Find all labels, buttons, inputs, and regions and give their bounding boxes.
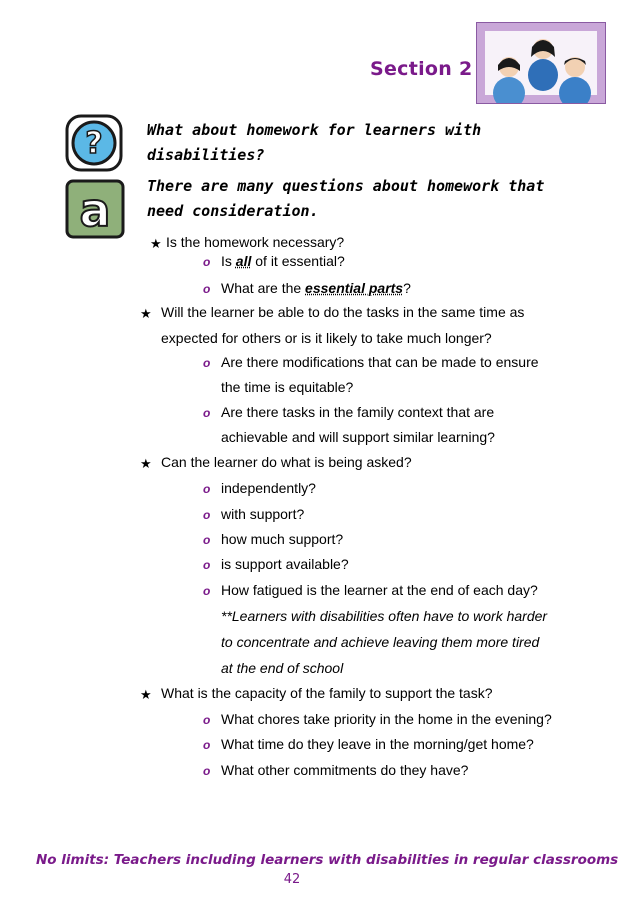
sub-list-item	[221, 251, 345, 271]
circle-bullet: o	[203, 764, 211, 778]
circle-bullet: o	[203, 508, 211, 522]
question-heading: What about homework for learners with disabilities?	[147, 121, 482, 164]
note-text: to concentrate and achieve leaving them more tired	[221, 634, 540, 650]
sub-list-item: is support available?	[221, 556, 349, 572]
circle-bullet: o	[203, 533, 211, 547]
emphasis-text: all	[235, 253, 252, 269]
sub-list-item: Are there tasks in the family context that are	[221, 404, 495, 420]
sub-list-text: What are the	[221, 280, 306, 296]
note-text: at the end of school	[221, 660, 344, 676]
star-bullet: ★	[140, 687, 152, 702]
note-text: **Learners with disabilities often have to work harder	[221, 608, 548, 624]
star-bullet: ★	[140, 306, 152, 321]
circle-bullet: o	[203, 738, 211, 752]
sub-list-item	[221, 278, 411, 298]
circle-bullet: o	[203, 356, 211, 370]
circle-bullet: o	[203, 282, 211, 296]
sub-list-text: Is	[221, 253, 236, 269]
letter-a-icon	[64, 178, 126, 240]
star-bullet: ★	[140, 456, 152, 471]
circle-bullet: o	[203, 482, 211, 496]
sub-list-item: How fatigued is the learner at the end of each day?	[221, 582, 538, 598]
svg-text:a: a	[79, 183, 111, 237]
circle-bullet: o	[203, 584, 211, 598]
list-item: Will the learner be able to do the tasks in the same time as	[161, 304, 525, 320]
sub-list-item: independently?	[221, 480, 316, 496]
circle-bullet: o	[203, 558, 211, 572]
sub-list-text: of it essential?	[251, 253, 345, 269]
svg-text:?: ?	[85, 126, 103, 161]
sub-list-text: ?	[403, 280, 411, 296]
sub-list-item: with support?	[221, 506, 305, 522]
sub-list-item: What other commitments do they have?	[221, 762, 469, 778]
circle-bullet: o	[203, 255, 211, 269]
sub-list-item: how much support?	[221, 531, 344, 547]
list-item: expected for others or is it likely to take much longer?	[161, 330, 492, 346]
sub-list-item: What time do they leave in the morning/get home?	[221, 736, 534, 752]
sub-list-item: What chores take priority in the home in the evening?	[221, 711, 552, 727]
emphasis-text: essential parts	[305, 280, 404, 296]
list-item: Is the homework necessary?	[166, 234, 345, 250]
question-mark-icon	[64, 113, 124, 173]
sub-list-item: Are there modifications that can be made to ensure	[221, 354, 539, 370]
circle-bullet: o	[203, 713, 211, 727]
answer-heading: There are many questions about homework that need consideration.	[147, 177, 545, 220]
section-title: Section 2	[370, 58, 473, 80]
list-item: Can the learner do what is being asked?	[161, 454, 412, 470]
people-meeting-icon	[476, 22, 606, 104]
star-bullet: ★	[150, 236, 162, 251]
circle-bullet: o	[203, 406, 211, 420]
footer-title: No limits: Teachers including learners with disabilities in regular classrooms	[36, 852, 619, 868]
list-item: What is the capacity of the family to support the task?	[161, 685, 493, 701]
sub-list-item: achievable and will support similar learning?	[221, 429, 495, 445]
sub-list-item: the time is equitable?	[221, 379, 354, 395]
page-number: 42	[283, 872, 301, 887]
